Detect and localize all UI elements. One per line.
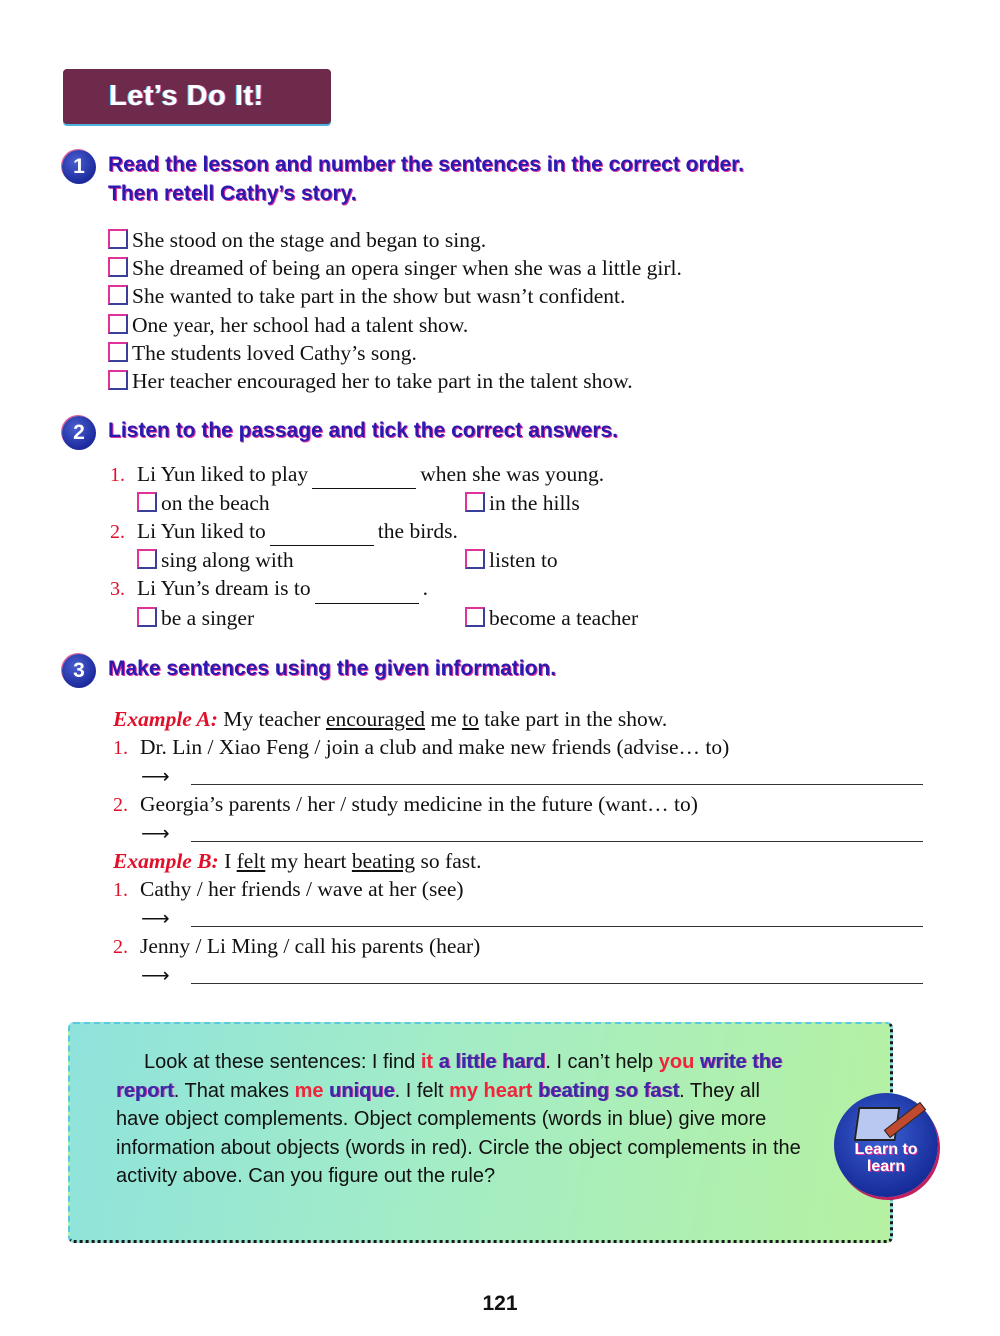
prompt: 2. Jenny / Li Ming / call his parents (hear) <box>113 934 481 958</box>
learn-to-learn-icon: Learn to learn <box>834 1093 938 1197</box>
list-item: She stood on the stage and began to sing. <box>108 226 682 254</box>
answer-blank[interactable] <box>315 574 419 603</box>
section-3-title: Make sentences using the given information. <box>108 657 557 680</box>
tick-box[interactable] <box>465 607 485 627</box>
learn-to-learn-box <box>68 1022 893 1243</box>
order-number-box[interactable] <box>108 314 128 334</box>
list-item: She dreamed of being an opera singer when she was a little girl. <box>108 254 682 282</box>
order-number-box[interactable] <box>108 229 128 249</box>
option[interactable]: become a teacher <box>465 604 638 632</box>
section-2-header <box>62 416 618 450</box>
example-a: Example A: My teacher encouraged me to take part in the show. <box>113 707 668 731</box>
question: 2. Li Yun liked to the birds. <box>110 517 604 546</box>
option[interactable]: listen to <box>465 546 558 574</box>
listening-questions <box>110 460 639 632</box>
order-sentence-list <box>108 226 682 395</box>
arrow-icon: ⟶ <box>141 908 170 930</box>
prompt: 1. Cathy / her friends / wave at her (see) <box>113 877 464 901</box>
tick-box[interactable] <box>137 549 157 569</box>
section-number-badge: 3 <box>62 654 96 688</box>
section-1-title: Read the lesson and number the sentences in the correct order. Then retell Cathy’s story. <box>108 153 745 205</box>
tip-text: Look at these sentences: I find it a little hard. I can’t help you write the report. That makes me unique. I felt my heart beating so fast. They all have object complements. Object complements (words in blue) give more information about objects (words in red). Circle the object complements in the activity above. Can you figure out the rule? <box>116 1051 801 1187</box>
tick-box[interactable] <box>137 492 157 512</box>
answer-blank[interactable] <box>312 460 416 489</box>
section-number-badge: 2 <box>62 416 96 450</box>
option[interactable]: in the hills <box>465 489 580 517</box>
tick-box[interactable] <box>137 607 157 627</box>
section-banner <box>63 69 331 124</box>
option[interactable]: sing along with <box>137 546 294 574</box>
arrow-icon: ⟶ <box>141 766 170 788</box>
answer-line[interactable] <box>113 762 923 790</box>
page-number: 121 <box>482 1292 518 1315</box>
question: 3. Li Yun’s dream is to . <box>110 574 604 603</box>
option[interactable]: on the beach <box>137 489 270 517</box>
prompt: 1. Dr. Lin / Xiao Feng / join a club and make new friends (advise… to) <box>113 735 730 759</box>
option[interactable]: be a singer <box>137 604 254 632</box>
section-1-header <box>62 150 744 208</box>
answer-blank[interactable] <box>270 517 374 546</box>
list-item: One year, her school had a talent show. <box>108 311 682 339</box>
prompt: 2. Georgia’s parents / her / study medicine in the future (want… to) <box>113 792 698 816</box>
order-number-box[interactable] <box>108 342 128 362</box>
list-item: The students loved Cathy’s song. <box>108 339 682 367</box>
section-3-header <box>62 654 556 688</box>
answer-line[interactable] <box>113 961 923 989</box>
section-2-title: Listen to the passage and tick the correct answers. <box>108 419 618 442</box>
answer-line[interactable] <box>113 904 923 932</box>
order-number-box[interactable] <box>108 285 128 305</box>
banner-title: Let’s Do It! <box>109 80 264 112</box>
list-item: Her teacher encouraged her to take part in the talent show. <box>108 367 682 395</box>
arrow-icon: ⟶ <box>141 823 170 845</box>
question: 1. Li Yun liked to play when she was young. <box>110 460 604 489</box>
example-b: Example B: I felt my heart beating so fast. <box>113 849 482 873</box>
list-item: She wanted to take part in the show but wasn’t confident. <box>108 282 682 310</box>
make-sentences <box>113 705 923 989</box>
order-number-box[interactable] <box>108 370 128 390</box>
order-number-box[interactable] <box>108 257 128 277</box>
section-number-badge: 1 <box>62 150 96 184</box>
arrow-icon: ⟶ <box>141 965 170 987</box>
tick-box[interactable] <box>465 492 485 512</box>
answer-line[interactable] <box>113 819 923 847</box>
tick-box[interactable] <box>465 549 485 569</box>
